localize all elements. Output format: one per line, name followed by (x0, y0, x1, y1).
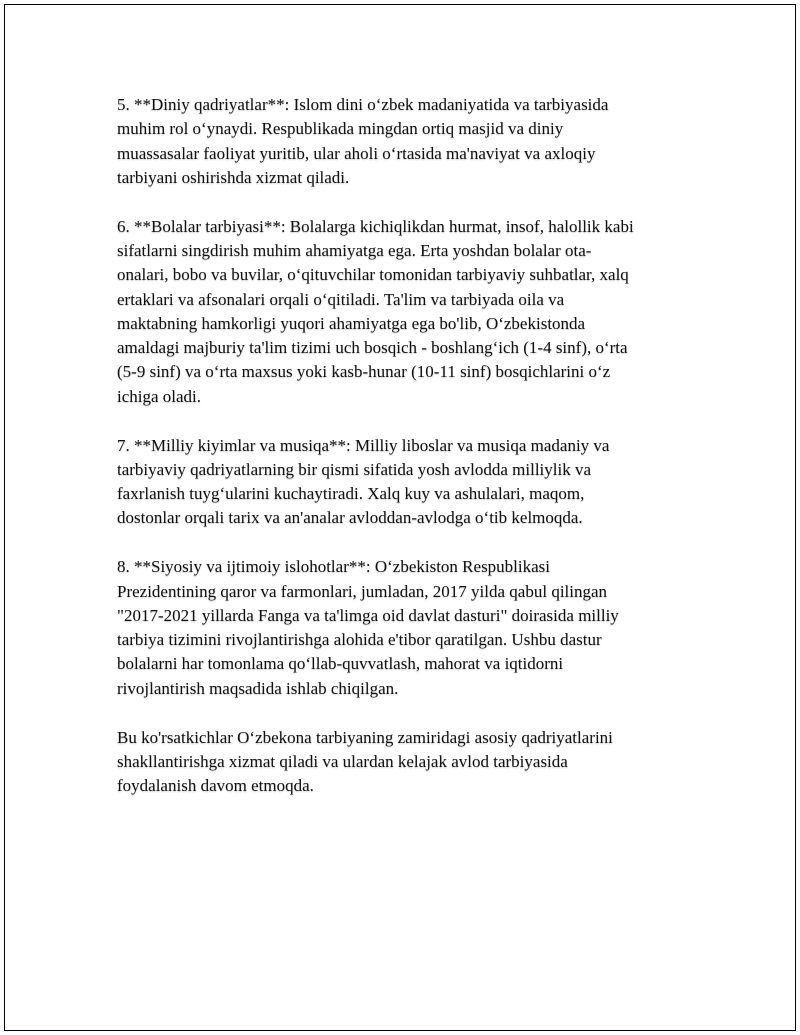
paragraph-siyosiy-islohotlar: 8. **Siyosiy va ijtimoiy islohotlar**: O‘zbekiston Respublikasi Prezidentining qaror va farmonlari, jumladan, 2017 yilda qabul qilingan "2017-2021 yillarda Fanga va ta'limga oid davlat dasturi" doirasida milliy tarbiya tizimini rivojlantirishga alohida e'tibor qaratilgan. Ushbu dastur bolalarni har tomonlama qo‘llab-quvvatlash, mahorat va iqtidorni rivojlantirish maqsadida ishlab chiqilgan. (117, 557, 619, 698)
paragraph-diniy-qadriyatlar: 5. **Diniy qadriyatlar**: Islom dini o‘zbek madaniyatida va tarbiyasida muhim rol o‘ynaydi. Respublikada mingdan ortiq masjid va diniy muassasalar faoliyat yuritib, ular aholi o‘rtasida ma'naviyat va axloqiy tarbiyani oshirishda xizmat qiladi. (117, 95, 609, 187)
paragraph-milliy-kiyimlar: 7. **Milliy kiyimlar va musiqa**: Milliy liboslar va musiqa madaniy va tarbiyaviy qadriyatlarning bir qismi sifatida yosh avlodda milliylik va faxrlanish tuyg‘ularini kuchaytiradi. Xalq kuy va ashulalari, maqom, dostonlar orqali tarix va an'analar avloddan-avlodga o‘tib kelmoqda. (117, 435, 610, 528)
paragraph-bolalar-tarbiyasi: 6. **Bolalar tarbiyasi**: Bolalarga kichiqlikdan hurmat, insof, halollik kabi sifatlarni singdirish muhim ahamiyatga ega. Erta yoshdan bolalar ota- onalari, bobo va buvilar, o‘qituvchilar tomonidan tarbiyaviy suhbatlar, xalq ertaklari va afsonalari orqali o‘qitiladi. Ta'lim va tarbiyada oila va maktabning hamkorligi yuqori ahamiyatga ega bo'lib, O‘zbekistonda amaldagi majburiy ta'lim tizimi uch bosqich - boshlang‘ich (1-4 sinf), o‘rta (5-9 sinf) va o‘rta maxsus yoki kasb-hunar (10-11 sinf) bosqichlarini o‘z ichiga oladi. (117, 216, 634, 406)
paragraph-conclusion: Bu ko'rsatkichlar O‘zbekona tarbiyaning zamiridagi asosiy qadriyatlarini shakllantirishga xizmat qiladi va ulardan kelajak avlod tarbiyasida foydalanish davom etmoqda. (117, 727, 613, 796)
document-body (117, 93, 689, 823)
